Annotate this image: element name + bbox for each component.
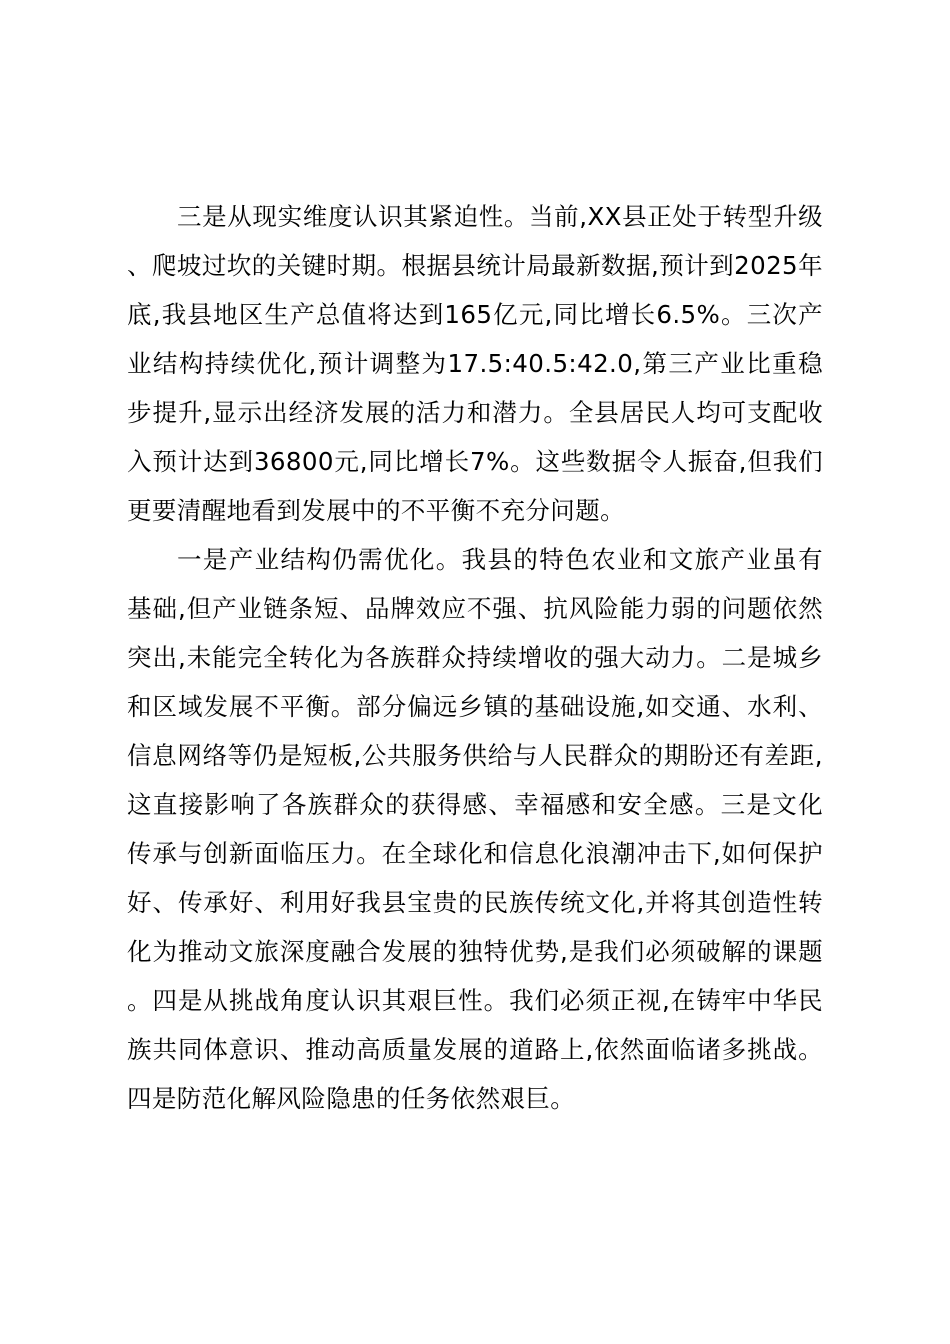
document-body: [127, 192, 823, 1123]
paragraph-urgency: 三是从现实维度认识其紧迫性。当前,XX县正处于转型升级、爬坡过坎的关键时期。根据县统计局最新数据,预计到2025年底,我县地区生产总值将达到165亿元,同比增长6.5%。三次产业结构持续优化,预计调整为17.5:40.5:42.0,第三产业比重稳步提升,显示出经济发展的活力和潜力。全县居民人均可支配收入预计达到36800元,同比增长7%。这些数据令人振奋,但我们更要清醒地看到发展中的不平衡不充分问题。: [127, 202, 823, 525]
paragraph-problems: 一是产业结构仍需优化。我县的特色农业和文旅产业虽有基础,但产业链条短、品牌效应不强、抗风险能力弱的问题依然突出,未能完全转化为各族群众持续增收的强大动力。二是城乡和区域发展不平衡。部分偏远乡镇的基础设施,如交通、水利、信息网络等仍是短板,公共服务供给与人民群众的期盼还有差距,这直接影响了各族群众的获得感、幸福感和安全感。三是文化传承与创新面临压力。在全球化和信息化浪潮冲击下,如何保护好、传承好、利用好我县宝贵的民族传统文化,并将其创造性转化为推动文旅深度融合发展的独特优势,是我们必须破解的课题。四是从挑战角度认识其艰巨性。我们必须正视,在铸牢中华民族共同体意识、推动高质量发展的道路上,依然面临诸多挑战。四是防范化解风险隐患的任务依然艰巨。: [127, 545, 823, 1113]
